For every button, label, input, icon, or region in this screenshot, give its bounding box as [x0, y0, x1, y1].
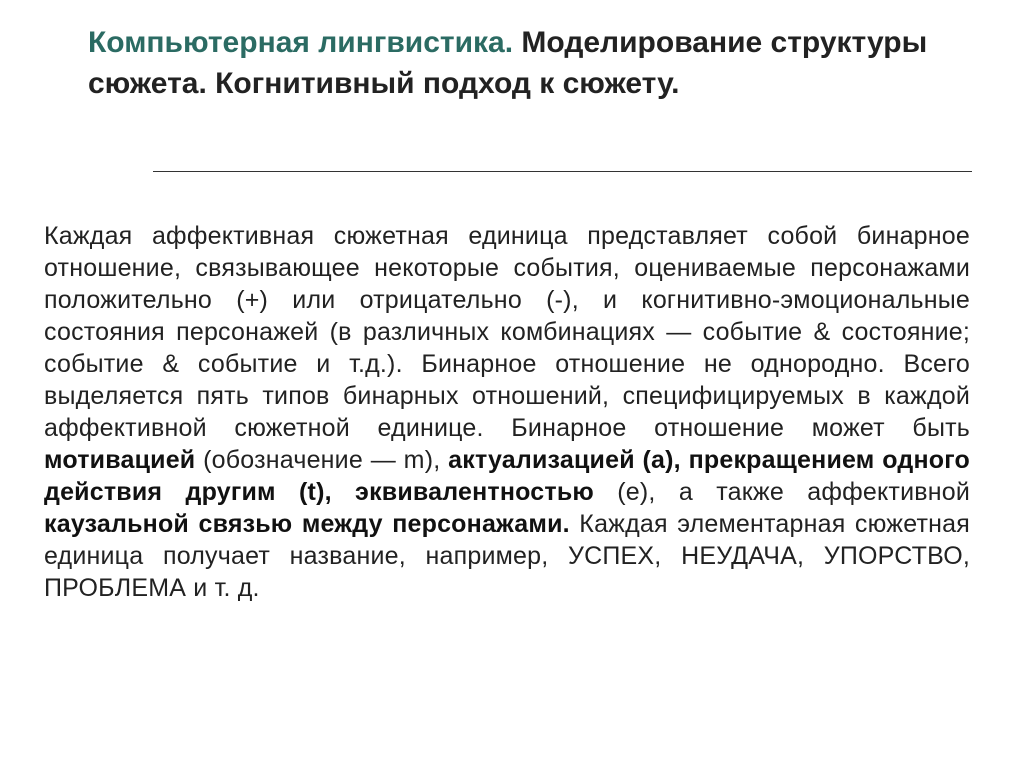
body-text-1: Каждая аффективная сюжетная единица представляет собой бинарное отношение, связывающее некоторые события, оцениваемые персонажами положительно (+) или отрицательно (-), и когнитивно-эмоциональные состояния персонажей (в различных комбинациях — событие & состояние; событие & событие и т.д.). Бинарное отношение не однородно. Всего выделяется пять типов бинарных отношений, специфицируемых в каждой аффективной сюжетной единице. Бинарное отношение может быть — [44, 222, 970, 442]
slide-title — [88, 22, 948, 104]
body-text-4: Каждая элементарная сюжетная единица получает название, например, УСПЕХ, НЕУДАЧА, УПОРСТВО, ПРОБЛЕМА и т. д. — [44, 510, 970, 602]
body-text-3: (е), а также аффективной — [593, 478, 970, 506]
body-text-2: (обозначение — m), — [195, 446, 449, 474]
body-bold-1: мотивацией — [44, 446, 196, 474]
body-paragraph — [44, 220, 970, 604]
body-bold-3: каузальной связью между персонажами. — [44, 510, 570, 538]
title-divider — [153, 171, 972, 172]
title-accent: Компьютерная лингвистика. — [88, 26, 514, 59]
body-bold-2: актуализацией (а), прекращением одного действия другим (t), эквивалентностью — [44, 446, 970, 506]
title-rest: Моделирование структуры сюжета. Когнитивный подход к сюжету. — [88, 26, 928, 100]
